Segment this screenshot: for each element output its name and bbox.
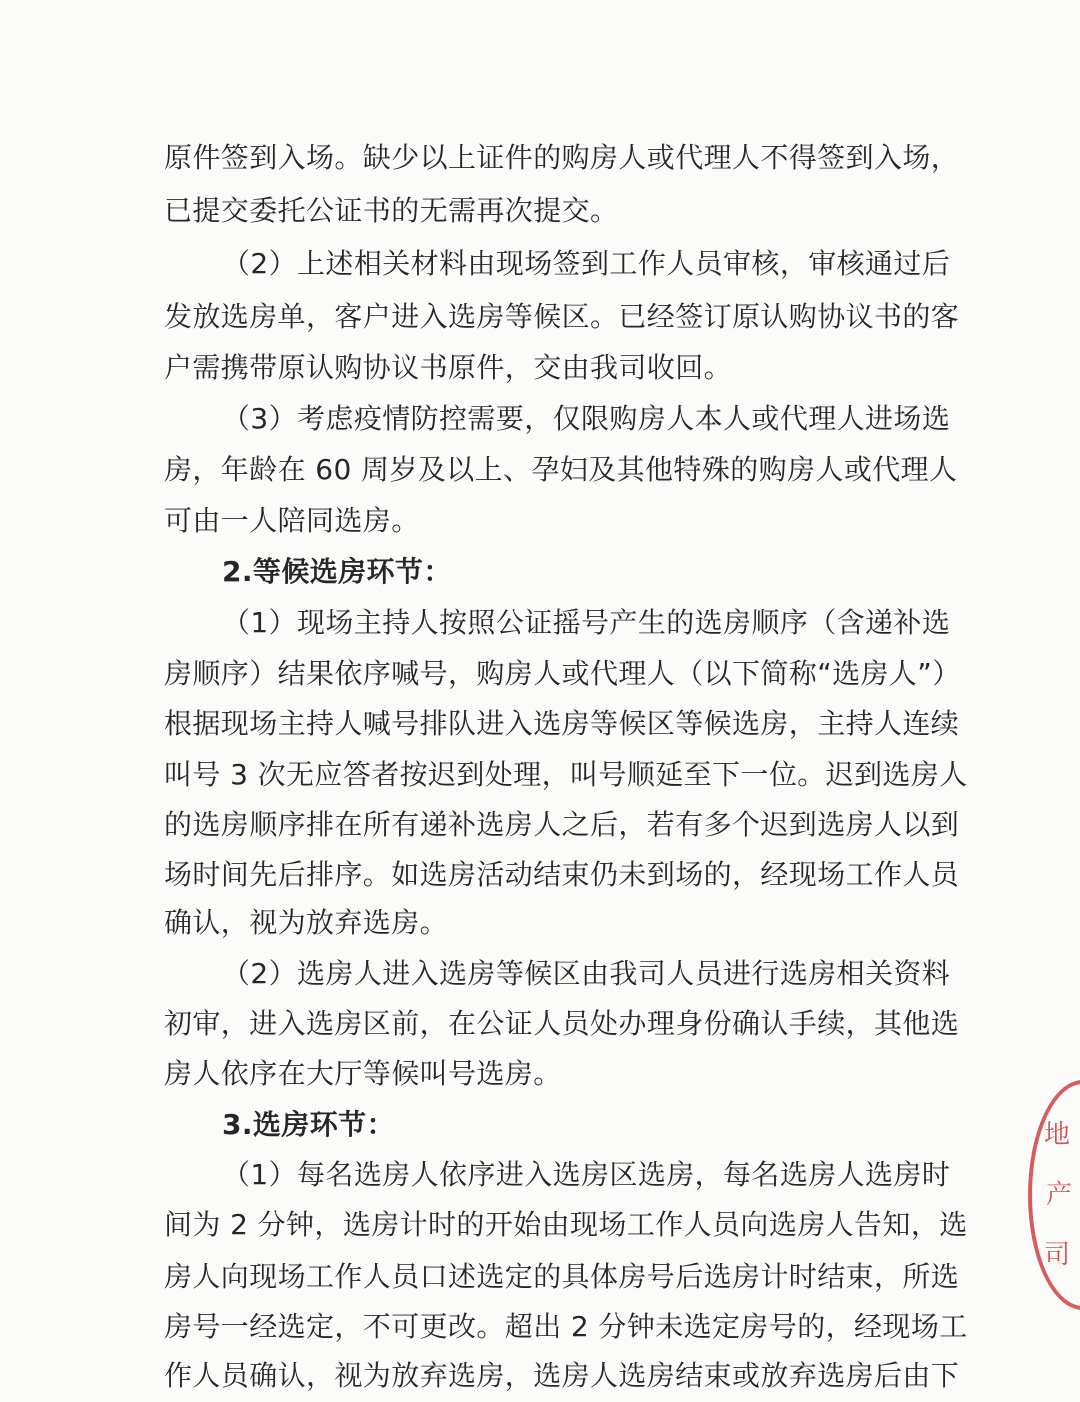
text-line: 场时间先后排序。如选房活动结束仍未到场的，经现场工作人员 [164, 858, 960, 891]
text-line: 作人员确认，视为放弃选房，选房人选房结束或放弃选房后由下 [164, 1359, 960, 1392]
seal-char: 司 [1044, 1240, 1071, 1270]
text-line: 间为 2 分钟，选房计时的开始由现场工作人员向选房人告知，选 [164, 1208, 968, 1241]
paragraph-start-line: （1）现场主持人按照公证摇号产生的选房顺序（含递补选 [222, 606, 951, 639]
seal-char: 地 [1044, 1120, 1071, 1150]
paragraph-start-line: （3）考虑疫情防控需要，仅限购房人本人或代理人进场选 [222, 402, 951, 435]
text-line: 确认，视为放弃选房。 [164, 906, 449, 939]
section-heading: 3.选房环节： [222, 1108, 395, 1141]
text-line: 房人依序在大厅等候叫号选房。 [164, 1057, 562, 1090]
text-line: 房人向现场工作人员口述选定的具体房号后选房计时结束，所选 [164, 1260, 960, 1293]
text-line: 根据现场主持人喊号排队进入选房等候区等候选房，主持人连续 [164, 707, 960, 740]
section-heading: 2.等候选房环节： [222, 555, 452, 588]
text-line: 户需携带原认购协议书原件，交由我司收回。 [164, 351, 733, 384]
text-line: 房顺序）结果依序喊号，购房人或代理人（以下简称“选房人”） [164, 657, 961, 690]
paragraph-start-line: （2）上述相关材料由现场签到工作人员审核，审核通过后 [222, 247, 951, 280]
text-line: 初审，进入选房区前，在公证人员处办理身份确认手续，其他选 [164, 1007, 960, 1040]
text-line: 房号一经选定，不可更改。超出 2 分钟未选定房号的，经现场工 [164, 1310, 968, 1343]
text-line: 房，年龄在 60 周岁及以上、孕妇及其他特殊的购房人或代理人 [164, 453, 958, 486]
paragraph-start-line: （1）每名选房人依序进入选房区选房，每名选房人选房时 [222, 1158, 951, 1191]
text-line: 叫号 3 次无应答者按迟到处理，叫号顺延至下一位。迟到选房人 [164, 758, 968, 791]
paragraph-start-line: （2）选房人进入选房等候区由我司人员进行选房相关资料 [222, 957, 951, 990]
seal-char: 产 [1046, 1180, 1073, 1210]
text-line: 可由一人陪同选房。 [164, 504, 420, 537]
text-line: 的选房顺序排在所有递补选房人之后，若有多个迟到选房人以到 [164, 808, 960, 841]
text-line: 已提交委托公证书的无需再次提交。 [164, 194, 619, 227]
text-line: 发放选房单，客户进入选房等候区。已经签订原认购协议书的客 [164, 300, 960, 333]
text-line: 原件签到入场。缺少以上证件的购房人或代理人不得签到入场， [164, 141, 960, 174]
